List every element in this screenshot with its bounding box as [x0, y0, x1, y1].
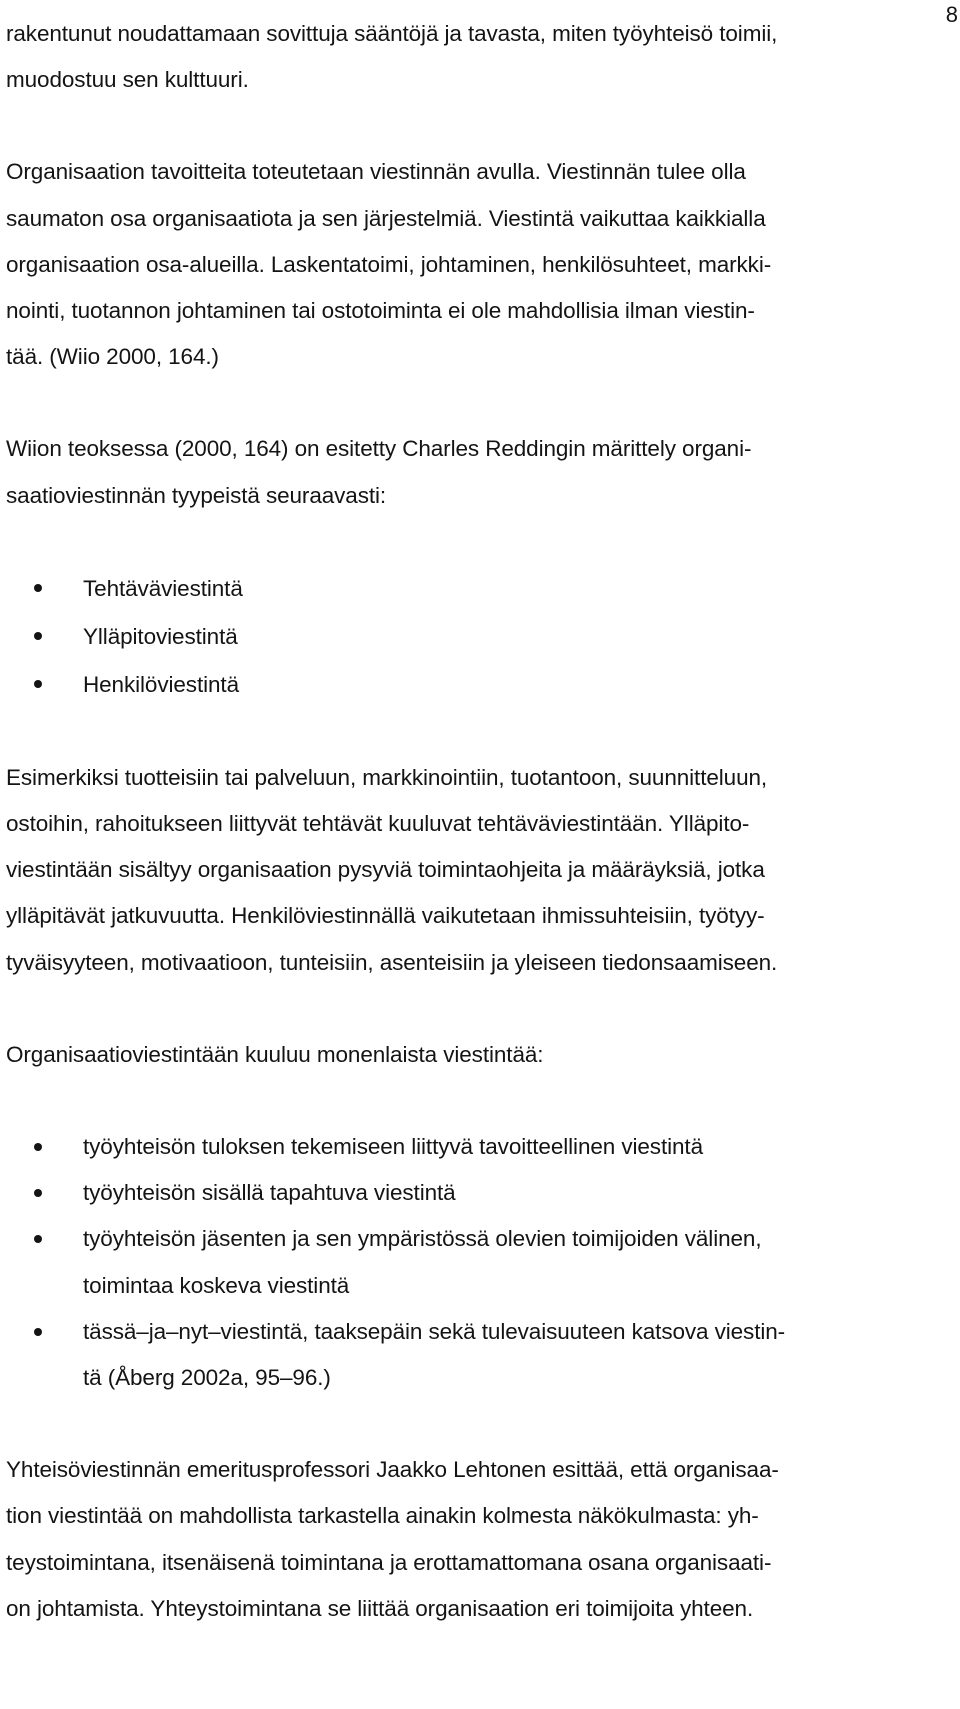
text-line: on johtamista. Yhteystoimintana se liittää organisaation eri toimijoita yhteen.: [6, 1595, 754, 1621]
list-item-text: tä (Åberg 2002a, 95–96.): [83, 1365, 331, 1391]
text-line: Organisaatioviestintään kuuluu monenlaista viestintää:: [6, 1041, 544, 1067]
text-line: Wiion teoksessa (2000, 164) on esitetty Charles Reddingin märittely organi-: [6, 436, 752, 462]
list-item: [6, 661, 946, 709]
paragraph-spacer: [6, 709, 946, 755]
paragraph-spacer: [6, 103, 946, 149]
bullet-icon: [34, 1189, 42, 1197]
paragraph-redding-intro: [6, 426, 946, 518]
text-line: Organisaation tavoitteita toteutetaan viestinnän avulla. Viestinnän tulee olla: [6, 159, 746, 185]
text-line: organisaation osa-alueilla. Laskentatoimi, johtaminen, henkilösuhteet, markki-: [6, 251, 772, 277]
paragraph-lehtonen: [6, 1447, 946, 1632]
text-line: Yhteisöviestinnän emeritusprofessori Jaakko Lehtonen esittää, että organisaa-: [6, 1457, 779, 1483]
text-line: rakentunut noudattamaan sovittuja sääntöjä ja tavasta, miten työyhteisö toimii,: [6, 21, 778, 46]
bullet-icon: [34, 680, 42, 688]
paragraph-examples: [6, 755, 946, 986]
bullet-icon: [34, 632, 42, 640]
text-line: saumaton osa organisaatiota ja sen järjestelmiä. Viestintä vaikuttaa kaikkialla: [6, 205, 766, 231]
page-number: 8: [945, 2, 958, 27]
document-body: [6, 11, 946, 1632]
list-item: [6, 613, 946, 661]
list-item-text: tässä–ja–nyt–viestintä, taaksepäin sekä tulevaisuuteen katsova viestin-: [83, 1318, 786, 1344]
bullet-icon: [34, 584, 42, 592]
list-item: [6, 1124, 946, 1170]
text-line: ostoihin, rahoitukseen liittyvät tehtävät kuuluvat tehtäväviestintään. Ylläpito-: [6, 811, 750, 837]
paragraph-spacer: [6, 1401, 946, 1447]
communication-types-list: [6, 565, 946, 709]
list-item-text: työyhteisön sisällä tapahtuva viestintä: [83, 1180, 456, 1206]
bullet-icon: [34, 1328, 42, 1336]
list-item-text: työyhteisön tuloksen tekemiseen liittyvä tavoitteellinen viestintä: [83, 1134, 703, 1160]
text-line: tää. (Wiio 2000, 164.): [6, 344, 219, 370]
list-item: [6, 1309, 946, 1401]
paragraph-spacer: [6, 1078, 946, 1124]
text-line: nointi, tuotannon johtaminen tai ostotoiminta ei ole mahdollisia ilman viestin-: [6, 298, 755, 324]
text-line: tyväisyyteen, motivaatioon, tunteisiin, asenteisiin ja yleiseen tiedonsaamiseen.: [6, 949, 778, 975]
list-item: [6, 565, 946, 613]
list-item: [6, 1170, 946, 1216]
list-item-text: työyhteisön jäsenten ja sen ympäristössä olevien toimijoiden välinen,: [83, 1226, 762, 1252]
text-line: Esimerkiksi tuotteisiin tai palveluun, markkinointiin, tuotantoon, suunnitteluun,: [6, 764, 768, 790]
text-line: saatioviestinnän tyypeistä seuraavasti:: [6, 482, 387, 508]
list-item-text: Tehtäväviestintä: [83, 575, 243, 601]
paragraph-org-communication: [6, 1032, 946, 1078]
text-line: tion viestintää on mahdollista tarkastella ainakin kolmesta näkökulmasta: yh-: [6, 1503, 759, 1529]
bullet-icon: [34, 1143, 42, 1151]
paragraph-communication-goals: [6, 149, 946, 380]
org-communication-list: [6, 1124, 946, 1401]
list-item-text: toimintaa koskeva viestintä: [83, 1272, 350, 1298]
bullet-icon: [34, 1235, 42, 1243]
list-item-text: Henkilöviestintä: [83, 671, 239, 697]
text-line: viestintään sisältyy organisaation pysyviä toimintaohjeita ja määräyksiä, jotka: [6, 857, 765, 883]
text-line: ylläpitävät jatkuvuutta. Henkilöviestinnällä vaikutetaan ihmissuhteisiin, työtyy-: [6, 903, 765, 929]
list-item: [6, 1216, 946, 1308]
paragraph-culture: [6, 11, 946, 103]
paragraph-spacer: [6, 380, 946, 426]
list-item-text: Ylläpitoviestintä: [83, 623, 238, 649]
paragraph-spacer: [6, 986, 946, 1032]
text-line: teystoimintana, itsenäisenä toimintana ja erottamattomana osana organisaati-: [6, 1549, 772, 1575]
text-line: muodostuu sen kulttuuri.: [6, 67, 249, 93]
paragraph-spacer: [6, 519, 946, 565]
